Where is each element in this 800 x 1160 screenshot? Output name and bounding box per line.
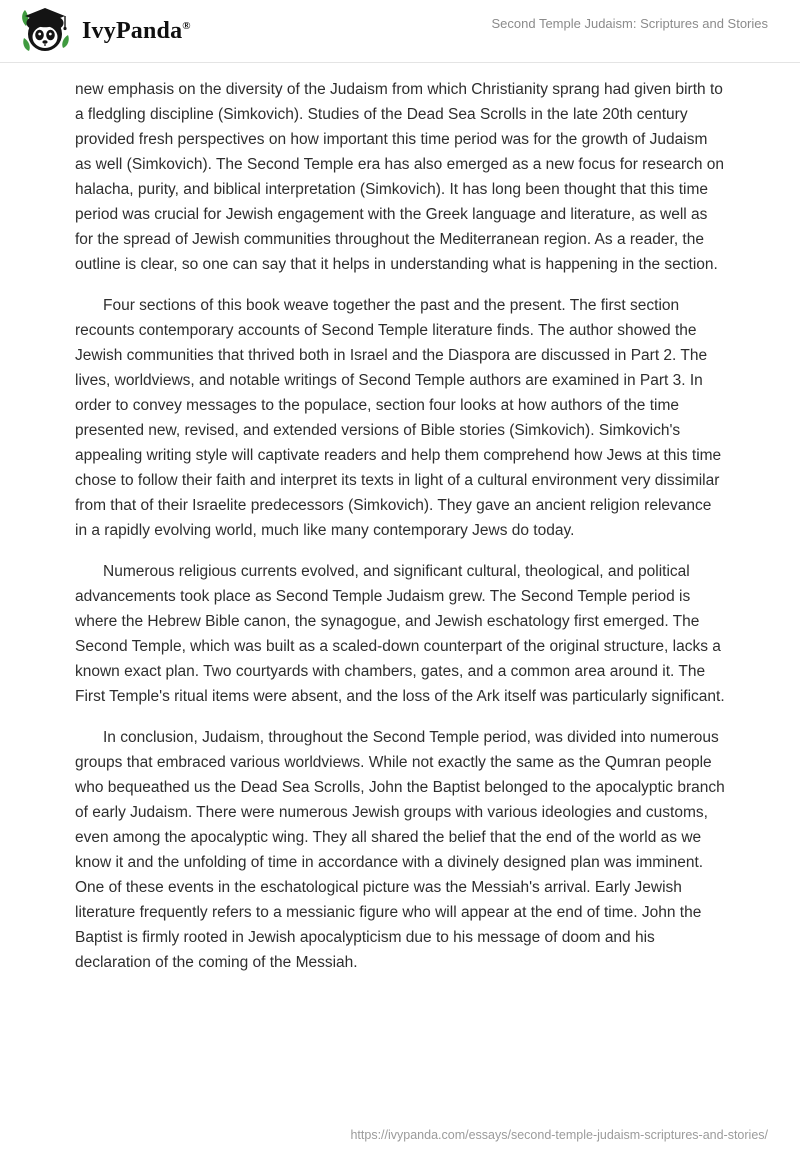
registered-trademark-symbol: ® <box>182 19 191 32</box>
brand-name-text: IvyPanda <box>82 17 183 44</box>
paragraph-2: Four sections of this book weave together the past and the present. The first section recounts contemporary accounts of Second Temple literature finds. The author showed the Jewish communities that thrived both in Israel and the Diaspora are discussed in Part 2. The lives, worldviews, and notable writings of Second Temple authors are examined in Part 3. In order to convey messages to the populace, section four looks at how authors of the time presented new, revised, and extended versions of Bible stories (Simkovich). Simkovich's appealing writing style will captivate readers and help them comprehend how Jews at this time chose to follow their faith and interpret its texts in light of a cultural environment very dissimilar from that of their Israelite predecessors (Simkovich). They gave an ancient religion relevance in a rapidly evolving world, much like many contemporary Jews do today. <box>75 297 722 539</box>
paragraph-3: Numerous religious currents evolved, and significant cultural, theological, and political advancements took place as Second Temple Judaism grew. The Second Temple period is where the Hebrew Bible canon, the synagogue, and Jewish eschatology first emerged. The Second Temple, which was built as a scaled-down counterpart of the original structure, lacks a known exact plan. Two courtyards with chambers, gates, and a common area around it. The First Temple's ritual items were absent, and the loss of the Ark itself was particularly significant. <box>75 563 725 705</box>
page-footer <box>350 1126 768 1144</box>
brand[interactable] <box>20 6 191 56</box>
paragraph-1: new emphasis on the diversity of the Judaism from which Christianity sprang had given birth to a fledgling discipline (Simkovich). Studies of the Dead Sea Scrolls in the late 20th century provided fresh perspectives on how important this time period was for the growth of Judaism as well (Simkovich). The Second Temple era has also emerged as a new focus for research on halacha, purity, and biblical interpretation (Simkovich). It has long been thought that this time period was crucial for Jewish engagement with the Greek language and literature, as well as for the spread of Jewish communities throughout the Mediterranean region. As a reader, the outline is clear, so one can say that it helps in understanding what is happening in the section. <box>75 81 725 273</box>
brand-name <box>82 18 191 45</box>
page-header <box>0 0 800 62</box>
source-url[interactable]: https://ivypanda.com/essays/second-temple-judaism-scriptures-and-stories/ <box>350 1128 768 1142</box>
essay-body <box>0 63 800 975</box>
panda-graduation-cap-icon <box>20 6 70 56</box>
paragraph-4: In conclusion, Judaism, throughout the Second Temple period, was divided into numerous groups that embraced various worldviews. While not exactly the same as the Qumran people who bequeathed us the Dead Sea Scrolls, John the Baptist belonged to the apocalyptic branch of early Judaism. There were numerous Jewish groups with various ideologies and customs, even among the apocalyptic wing. They all shared the belief that the end of the world as we know it and the unfolding of time in accordance with a divinely designed plan was imminent. One of these events in the eschatological picture was the Messiah's arrival. Early Jewish literature frequently refers to a messianic figure who will appear at the end of time. John the Baptist is firmly rooted in Jewish apocalypticism due to his message of doom and his declaration of the coming of the Messiah. <box>75 729 725 971</box>
document-title: Second Temple Judaism: Scriptures and Stories <box>491 16 768 31</box>
